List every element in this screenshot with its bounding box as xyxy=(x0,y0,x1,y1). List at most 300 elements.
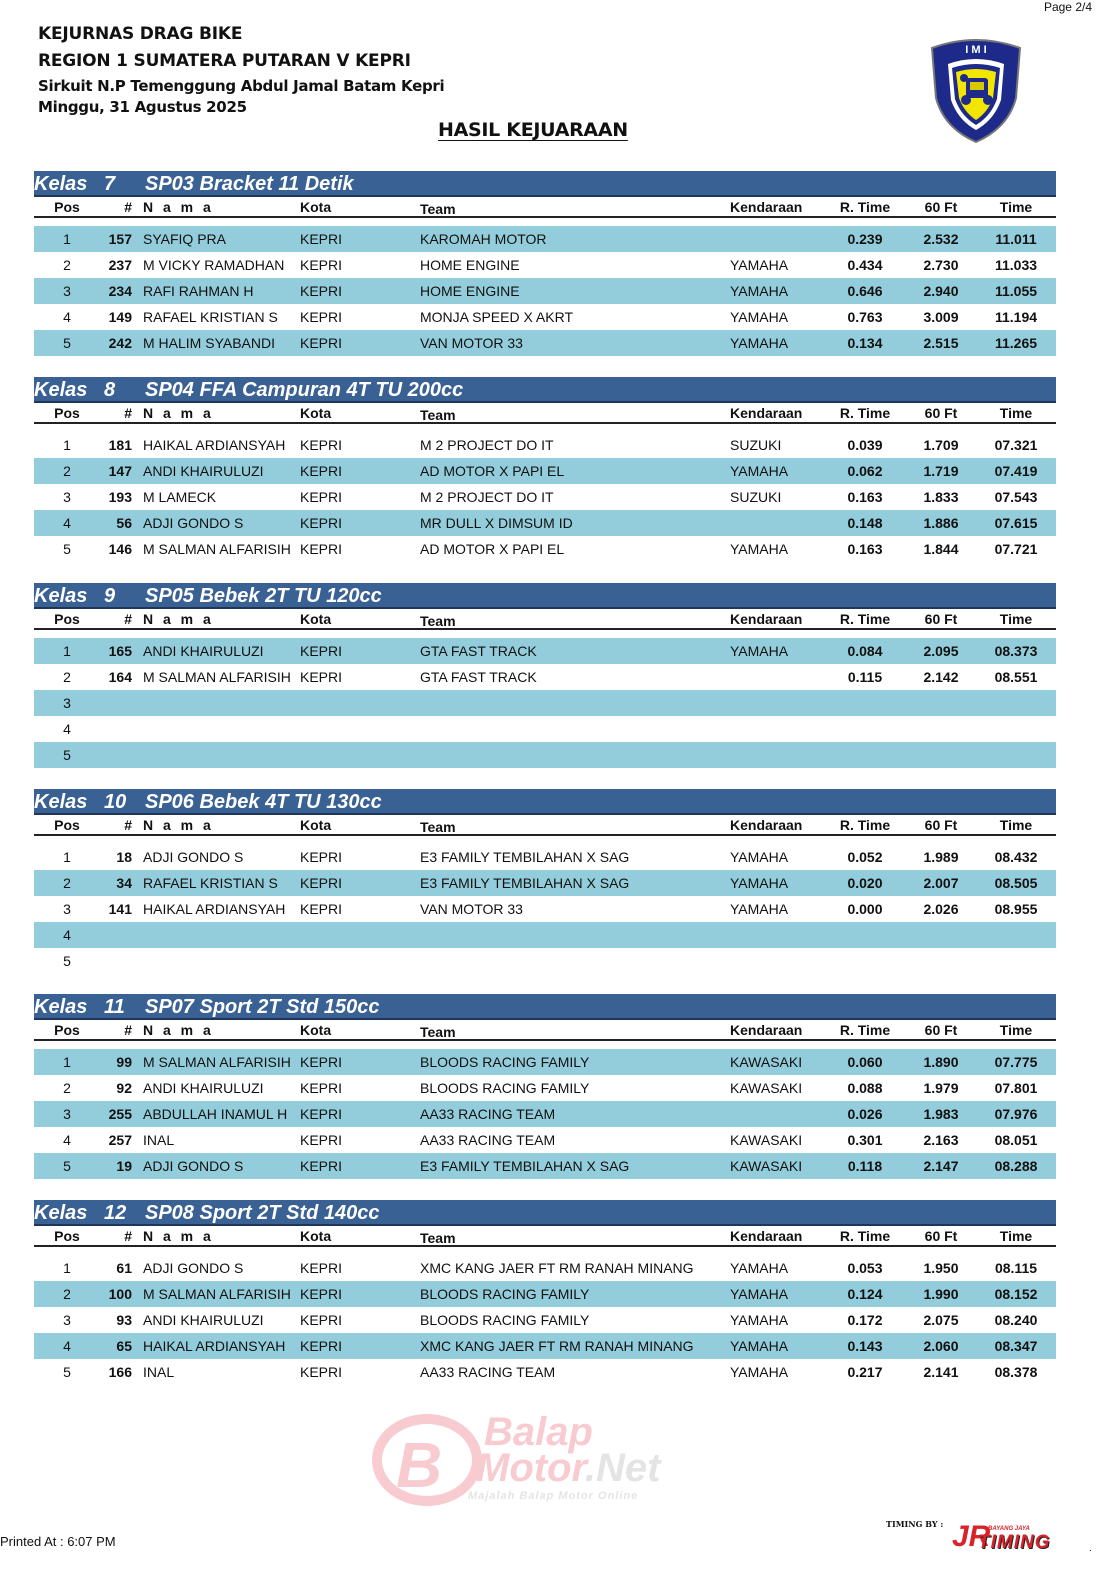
cell-reaction-time: 0.053 xyxy=(847,1260,883,1276)
result-row xyxy=(34,1281,1056,1307)
cell-pos: 5 xyxy=(63,335,71,351)
event-title: KEJURNAS DRAG BIKE xyxy=(38,24,243,44)
cell-city: KEPRI xyxy=(300,875,343,891)
cell-pos: 1 xyxy=(63,437,71,453)
col-reaction-time: R. Time xyxy=(839,405,891,421)
cell-pos: 3 xyxy=(63,283,71,299)
class-name: SP03 Bracket 11 Detik xyxy=(145,173,354,195)
cell-name: M HALIM SYABANDI xyxy=(143,335,275,351)
cell-number: 18 xyxy=(116,849,132,865)
cell-reaction-time: 0.163 xyxy=(847,541,883,557)
cell-pos: 2 xyxy=(63,875,71,891)
result-row xyxy=(34,1359,1056,1385)
cell-time: 08.505 xyxy=(994,875,1038,891)
cell-team: BLOODS RACING FAMILY xyxy=(420,1080,590,1096)
cell-time: 07.419 xyxy=(994,463,1038,479)
event-region: REGION 1 SUMATERA PUTARAN V KEPRI xyxy=(38,51,411,71)
col-name: N a m a xyxy=(143,405,214,421)
col-city: Kota xyxy=(300,1228,332,1244)
cell-reaction-time: 0.039 xyxy=(847,437,883,453)
result-row xyxy=(34,1307,1056,1333)
cell-vehicle: YAMAHA xyxy=(730,643,789,659)
col-team: Team xyxy=(420,1230,456,1246)
cell-reaction-time: 0.217 xyxy=(847,1364,883,1380)
cell-city: KEPRI xyxy=(300,1158,343,1174)
col-number: # xyxy=(124,1228,132,1244)
class-section-kelas-9 xyxy=(34,583,1056,768)
cell-60ft: 2.142 xyxy=(923,669,959,685)
class-number: 10 xyxy=(104,791,127,813)
cell-60ft: 2.532 xyxy=(923,231,959,247)
result-row xyxy=(34,638,1056,664)
result-row xyxy=(34,330,1056,356)
col-city: Kota xyxy=(300,199,332,215)
cell-vehicle: YAMAHA xyxy=(730,463,789,479)
result-row xyxy=(34,922,1056,948)
cell-team: HOME ENGINE xyxy=(420,283,520,299)
col-city: Kota xyxy=(300,611,332,627)
col-vehicle: Kendaraan xyxy=(730,199,803,215)
cell-team: E3 FAMILY TEMBILAHAN X SAG xyxy=(420,875,630,891)
class-name: SP04 FFA Campuran 4T TU 200cc xyxy=(145,379,464,401)
cell-team: XMC KANG JAER FT RM RANAH MINANG xyxy=(420,1260,694,1276)
col-team: Team xyxy=(420,201,456,217)
svg-text:I M I: I M I xyxy=(965,44,987,56)
cell-vehicle: KAWASAKI xyxy=(730,1158,803,1174)
cell-pos: 1 xyxy=(63,643,71,659)
cell-pos: 4 xyxy=(63,927,71,943)
class-header xyxy=(34,1200,1056,1226)
class-name: SP05 Bebek 2T TU 120cc xyxy=(145,585,382,607)
cell-city: KEPRI xyxy=(300,901,343,917)
cell-name: HAIKAL ARDIANSYAH xyxy=(143,901,286,917)
cell-team: XMC KANG JAER FT RM RANAH MINANG xyxy=(420,1338,694,1354)
result-row xyxy=(34,252,1056,278)
col-time: Time xyxy=(999,199,1033,215)
cell-60ft: 1.886 xyxy=(923,515,959,531)
balapmotor-watermark xyxy=(372,1410,722,1510)
result-row xyxy=(34,1333,1056,1359)
cell-city: KEPRI xyxy=(300,283,343,299)
cell-time: 08.152 xyxy=(994,1286,1038,1302)
cell-city: KEPRI xyxy=(300,257,343,273)
cell-number: 255 xyxy=(108,1106,132,1122)
cell-pos: 4 xyxy=(63,515,71,531)
cell-time: 07.321 xyxy=(994,437,1038,453)
class-name: SP06 Bebek 4T TU 130cc xyxy=(145,791,382,813)
cell-time: 11.033 xyxy=(994,257,1038,273)
cell-vehicle: KAWASAKI xyxy=(730,1080,803,1096)
cell-time: 08.955 xyxy=(994,901,1038,917)
cell-number: 56 xyxy=(116,515,132,531)
result-row xyxy=(34,536,1056,562)
cell-60ft: 1.983 xyxy=(923,1106,959,1122)
class-section-kelas-12 xyxy=(34,1200,1056,1385)
cell-time: 08.115 xyxy=(994,1260,1038,1276)
cell-number: 193 xyxy=(108,489,132,505)
cell-time: 07.543 xyxy=(994,489,1038,505)
cell-60ft: 2.147 xyxy=(923,1158,959,1174)
cell-60ft: 1.890 xyxy=(923,1054,959,1070)
cell-pos: 4 xyxy=(63,1132,71,1148)
timing-brand: TIMING xyxy=(978,1532,1051,1553)
cell-city: KEPRI xyxy=(300,1286,343,1302)
class-header xyxy=(34,994,1056,1020)
cell-60ft: 1.709 xyxy=(923,437,959,453)
cell-vehicle: YAMAHA xyxy=(730,849,789,865)
cell-name: ANDI KHAIRULUZI xyxy=(143,1312,264,1328)
cell-60ft: 1.989 xyxy=(923,849,959,865)
cell-pos: 2 xyxy=(63,463,71,479)
imi-logo-icon xyxy=(928,36,1024,144)
timing-brand-small: BAYANG JAYA xyxy=(988,1526,1030,1532)
result-row xyxy=(34,1255,1056,1281)
cell-name: M VICKY RAMADHAN xyxy=(143,257,285,273)
cell-vehicle: SUZUKI xyxy=(730,489,782,505)
page-number: Page 2/4 xyxy=(1043,0,1092,14)
class-name: SP08 Sport 2T Std 140cc xyxy=(145,1202,380,1224)
cell-name: ADJI GONDO S xyxy=(143,515,244,531)
col-vehicle: Kendaraan xyxy=(730,405,803,421)
cell-number: 166 xyxy=(108,1364,132,1380)
cell-reaction-time: 0.000 xyxy=(847,901,883,917)
col-number: # xyxy=(124,1022,132,1038)
result-row xyxy=(34,510,1056,536)
cell-name: ADJI GONDO S xyxy=(143,849,244,865)
cell-vehicle: YAMAHA xyxy=(730,1260,789,1276)
cell-number: 146 xyxy=(108,541,132,557)
cell-city: KEPRI xyxy=(300,335,343,351)
cell-name: ABDULLAH INAMUL H xyxy=(143,1106,288,1122)
cell-team: BLOODS RACING FAMILY xyxy=(420,1312,590,1328)
col-city: Kota xyxy=(300,817,332,833)
cell-pos: 2 xyxy=(63,257,71,273)
cell-city: KEPRI xyxy=(300,643,343,659)
col-city: Kota xyxy=(300,1022,332,1038)
cell-name: SYAFIQ PRA xyxy=(143,231,226,247)
col-name: N a m a xyxy=(143,1022,214,1038)
class-header xyxy=(34,171,1056,197)
cell-reaction-time: 0.115 xyxy=(847,669,883,685)
col-reaction-time: R. Time xyxy=(839,199,891,215)
cell-pos: 1 xyxy=(63,1054,71,1070)
col-time: Time xyxy=(999,1022,1033,1038)
result-row xyxy=(34,278,1056,304)
col-reaction-time: R. Time xyxy=(839,1228,891,1244)
cell-team: MONJA SPEED X AKRT xyxy=(420,309,574,325)
cell-pos: 3 xyxy=(63,901,71,917)
cell-vehicle: KAWASAKI xyxy=(730,1132,803,1148)
cell-vehicle: SUZUKI xyxy=(730,437,782,453)
class-header xyxy=(34,377,1056,403)
cell-number: 181 xyxy=(108,437,132,453)
col-vehicle: Kendaraan xyxy=(730,611,803,627)
cell-pos: 2 xyxy=(63,1286,71,1302)
result-row xyxy=(34,844,1056,870)
cell-number: 257 xyxy=(108,1132,132,1148)
cell-team: BLOODS RACING FAMILY xyxy=(420,1054,590,1070)
cell-reaction-time: 0.646 xyxy=(847,283,883,299)
cell-team: AD MOTOR X PAPI EL xyxy=(420,463,565,479)
cell-60ft: 2.730 xyxy=(923,257,959,273)
cell-city: KEPRI xyxy=(300,1338,343,1354)
cell-vehicle: YAMAHA xyxy=(730,1338,789,1354)
cell-60ft: 2.075 xyxy=(923,1312,959,1328)
cell-team: GTA FAST TRACK xyxy=(420,669,537,685)
class-header xyxy=(34,789,1056,815)
cell-city: KEPRI xyxy=(300,231,343,247)
col-reaction-time: R. Time xyxy=(839,817,891,833)
cell-number: 157 xyxy=(108,231,132,247)
class-label: Kelas xyxy=(34,173,88,195)
watermark-line1: Balap xyxy=(484,1410,593,1454)
result-row xyxy=(34,742,1056,768)
watermark-tagline: Majalah Balap Motor Online xyxy=(468,1490,639,1502)
cell-city: KEPRI xyxy=(300,541,343,557)
result-row xyxy=(34,948,1056,974)
result-row xyxy=(34,1075,1056,1101)
cell-number: 65 xyxy=(116,1338,132,1354)
cell-60ft: 2.026 xyxy=(923,901,959,917)
cell-reaction-time: 0.301 xyxy=(847,1132,883,1148)
cell-60ft: 1.833 xyxy=(923,489,959,505)
cell-team: AA33 RACING TEAM xyxy=(420,1106,556,1122)
cell-number: 100 xyxy=(108,1286,132,1302)
result-row xyxy=(34,870,1056,896)
class-section-kelas-7 xyxy=(34,171,1056,356)
result-row xyxy=(34,1127,1056,1153)
cell-name: ANDI KHAIRULUZI xyxy=(143,463,264,479)
cell-vehicle: KAWASAKI xyxy=(730,1054,803,1070)
cell-60ft: 1.990 xyxy=(923,1286,959,1302)
event-header xyxy=(38,22,444,118)
cell-time: 08.373 xyxy=(994,643,1038,659)
cell-60ft: 2.007 xyxy=(923,875,959,891)
col-60ft: 60 Ft xyxy=(924,199,958,215)
cell-60ft: 2.060 xyxy=(923,1338,959,1354)
col-time: Time xyxy=(999,1228,1033,1244)
cell-name: ANDI KHAIRULUZI xyxy=(143,643,264,659)
col-pos: Pos xyxy=(54,817,80,833)
watermark-line2: Motor.Net xyxy=(476,1446,661,1490)
cell-city: KEPRI xyxy=(300,1260,343,1276)
cell-vehicle: YAMAHA xyxy=(730,257,789,273)
col-name: N a m a xyxy=(143,199,214,215)
cell-number: 165 xyxy=(108,643,132,659)
cell-number: 93 xyxy=(116,1312,132,1328)
cell-number: 242 xyxy=(108,335,132,351)
class-number: 8 xyxy=(104,379,116,401)
cell-name: RAFAEL KRISTIAN S xyxy=(143,309,278,325)
class-label: Kelas xyxy=(34,1202,88,1224)
class-section-kelas-8 xyxy=(34,377,1056,562)
cell-name: ADJI GONDO S xyxy=(143,1158,244,1174)
cell-team: AA33 RACING TEAM xyxy=(420,1132,556,1148)
footer-dot: . xyxy=(1089,1543,1092,1554)
result-row xyxy=(34,432,1056,458)
cell-60ft: 2.163 xyxy=(923,1132,959,1148)
col-60ft: 60 Ft xyxy=(924,611,958,627)
cell-vehicle: YAMAHA xyxy=(730,283,789,299)
class-label: Kelas xyxy=(34,379,88,401)
cell-reaction-time: 0.143 xyxy=(847,1338,883,1354)
cell-name: RAFI RAHMAN H xyxy=(143,283,254,299)
cell-name: M LAMECK xyxy=(143,489,217,505)
result-row xyxy=(34,484,1056,510)
cell-reaction-time: 0.088 xyxy=(847,1080,883,1096)
cell-number: 164 xyxy=(108,669,132,685)
cell-pos: 5 xyxy=(63,1158,71,1174)
cell-number: 34 xyxy=(116,875,132,891)
col-team: Team xyxy=(420,613,456,629)
cell-time: 11.055 xyxy=(994,283,1038,299)
cell-city: KEPRI xyxy=(300,463,343,479)
cell-reaction-time: 0.124 xyxy=(847,1286,883,1302)
cell-pos: 2 xyxy=(63,669,71,685)
cell-team: E3 FAMILY TEMBILAHAN X SAG xyxy=(420,1158,630,1174)
col-number: # xyxy=(124,199,132,215)
cell-time: 11.194 xyxy=(994,309,1038,325)
cell-time: 07.721 xyxy=(994,541,1038,557)
cell-pos: 3 xyxy=(63,489,71,505)
cell-pos: 2 xyxy=(63,1080,71,1096)
cell-name: M SALMAN ALFARISIH xyxy=(143,669,291,685)
cell-pos: 4 xyxy=(63,1338,71,1354)
result-row xyxy=(34,716,1056,742)
column-headers xyxy=(34,815,1056,836)
col-team: Team xyxy=(420,407,456,423)
column-headers xyxy=(34,197,1056,218)
cell-name: HAIKAL ARDIANSYAH xyxy=(143,437,286,453)
cell-number: 19 xyxy=(116,1158,132,1174)
result-row xyxy=(34,1049,1056,1075)
class-name: SP07 Sport 2T Std 150cc xyxy=(145,996,380,1018)
cell-pos: 4 xyxy=(63,721,71,737)
col-60ft: 60 Ft xyxy=(924,1228,958,1244)
cell-reaction-time: 0.239 xyxy=(847,231,883,247)
cell-name: M SALMAN ALFARISIH xyxy=(143,1286,291,1302)
cell-60ft: 2.141 xyxy=(923,1364,959,1380)
col-time: Time xyxy=(999,405,1033,421)
cell-vehicle: YAMAHA xyxy=(730,1312,789,1328)
cell-city: KEPRI xyxy=(300,515,343,531)
col-pos: Pos xyxy=(54,1228,80,1244)
column-headers xyxy=(34,1226,1056,1247)
class-number: 9 xyxy=(104,585,116,607)
class-header xyxy=(34,583,1056,609)
cell-name: ANDI KHAIRULUZI xyxy=(143,1080,264,1096)
col-number: # xyxy=(124,611,132,627)
col-reaction-time: R. Time xyxy=(839,611,891,627)
cell-reaction-time: 0.060 xyxy=(847,1054,883,1070)
cell-pos: 5 xyxy=(63,541,71,557)
cell-number: 141 xyxy=(108,901,132,917)
col-60ft: 60 Ft xyxy=(924,1022,958,1038)
cell-60ft: 1.950 xyxy=(923,1260,959,1276)
cell-city: KEPRI xyxy=(300,1312,343,1328)
cell-pos: 3 xyxy=(63,1312,71,1328)
cell-60ft: 1.844 xyxy=(923,541,959,557)
cell-reaction-time: 0.763 xyxy=(847,309,883,325)
col-vehicle: Kendaraan xyxy=(730,1022,803,1038)
column-headers xyxy=(34,1020,1056,1041)
result-row xyxy=(34,304,1056,330)
class-section-kelas-10 xyxy=(34,789,1056,974)
cell-city: KEPRI xyxy=(300,1364,343,1380)
result-row xyxy=(34,1153,1056,1179)
col-team: Team xyxy=(420,1024,456,1040)
cell-time: 07.976 xyxy=(994,1106,1038,1122)
cell-60ft: 2.940 xyxy=(923,283,959,299)
cell-60ft: 1.979 xyxy=(923,1080,959,1096)
class-section-kelas-11 xyxy=(34,994,1056,1179)
cell-team: KAROMAH MOTOR xyxy=(420,231,547,247)
cell-city: KEPRI xyxy=(300,669,343,685)
col-60ft: 60 Ft xyxy=(924,405,958,421)
cell-name: M SALMAN ALFARISIH xyxy=(143,1054,291,1070)
cell-time: 08.432 xyxy=(994,849,1038,865)
column-headers xyxy=(34,609,1056,630)
cell-60ft: 1.719 xyxy=(923,463,959,479)
cell-number: 61 xyxy=(116,1260,132,1276)
cell-city: KEPRI xyxy=(300,437,343,453)
cell-60ft: 3.009 xyxy=(923,309,959,325)
cell-vehicle: YAMAHA xyxy=(730,1364,789,1380)
cell-number: 92 xyxy=(116,1080,132,1096)
cell-time: 07.615 xyxy=(994,515,1038,531)
cell-name: INAL xyxy=(143,1364,175,1380)
event-venue: Sirkuit N.P Temenggung Abdul Jamal Batam Kepri xyxy=(38,77,445,95)
col-city: Kota xyxy=(300,405,332,421)
cell-pos: 5 xyxy=(63,953,71,969)
cell-time: 08.051 xyxy=(994,1132,1038,1148)
cell-number: 147 xyxy=(108,463,132,479)
col-pos: Pos xyxy=(54,1022,80,1038)
cell-team: M 2 PROJECT DO IT xyxy=(420,437,554,453)
timing-by-label: TIMING BY : xyxy=(886,1519,944,1529)
cell-vehicle: YAMAHA xyxy=(730,901,789,917)
timing-mark: JR xyxy=(952,1520,991,1553)
col-60ft: 60 Ft xyxy=(924,817,958,833)
cell-number: 234 xyxy=(108,283,132,299)
result-row xyxy=(34,690,1056,716)
cell-city: KEPRI xyxy=(300,849,343,865)
cell-time: 07.775 xyxy=(994,1054,1038,1070)
cell-reaction-time: 0.118 xyxy=(847,1158,883,1174)
col-number: # xyxy=(124,817,132,833)
printed-at: Printed At : 6:07 PM xyxy=(0,1534,116,1549)
cell-reaction-time: 0.084 xyxy=(847,643,883,659)
results-title: HASIL KEJUARAAN xyxy=(438,119,628,141)
col-team: Team xyxy=(420,819,456,835)
cell-reaction-time: 0.172 xyxy=(847,1312,883,1328)
cell-pos: 5 xyxy=(63,1364,71,1380)
cell-pos: 4 xyxy=(63,309,71,325)
cell-reaction-time: 0.148 xyxy=(847,515,883,531)
cell-city: KEPRI xyxy=(300,309,343,325)
cell-reaction-time: 0.163 xyxy=(847,489,883,505)
cell-number: 99 xyxy=(116,1054,132,1070)
cell-reaction-time: 0.020 xyxy=(847,875,883,891)
cell-name: ADJI GONDO S xyxy=(143,1260,244,1276)
col-vehicle: Kendaraan xyxy=(730,817,803,833)
cell-team: VAN MOTOR 33 xyxy=(420,335,523,351)
cell-number: 149 xyxy=(108,309,132,325)
result-row xyxy=(34,226,1056,252)
cell-name: M SALMAN ALFARISIH xyxy=(143,541,291,557)
col-time: Time xyxy=(999,611,1033,627)
cell-60ft: 2.095 xyxy=(923,643,959,659)
